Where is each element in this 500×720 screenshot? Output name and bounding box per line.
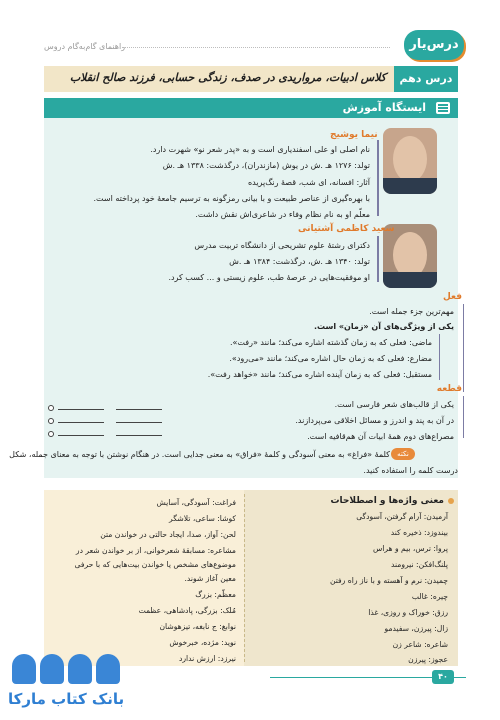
vocab-item: بیندوزد: ذخیره کند (390, 528, 448, 537)
vocab-item: فراغت: آسودگی، آسایش (156, 498, 236, 507)
section-heading: فعل (442, 292, 462, 302)
column-divider (244, 494, 245, 662)
verb-line: یکی از ویژگی‌های آن «زمان» است. (313, 322, 454, 331)
vocabulary-heading: معنی واژه‌ها و اصطلاحات (330, 496, 444, 506)
station-title: ایستگاه آموزش (342, 101, 426, 114)
bio-line: آثار: افسانه، ای شب، قصهٔ رنگ‌پریده (247, 178, 370, 187)
bio-line: معلّم او به نام نظام وفاء در شاعری‌اش نقش داشت. (195, 210, 370, 219)
bio-connector (377, 236, 379, 282)
qeta-connector (463, 396, 465, 438)
vocab-item: پروا: ترس، بیم و هراس (372, 544, 448, 553)
lesson-title: کلاس ادبیات، مرواریدی در صدف، زندگی حسابی، فرزند صالح انقلاب (69, 71, 386, 84)
bio-name: نیما یوشیج (330, 130, 378, 140)
note-line: کلمهٔ «فراغ» به معنی آسودگی و کلمهٔ «فراق» به معنی جدایی است. در هنگام نوشتن با توجه به معنای جمله، شکل (9, 450, 390, 459)
bio-line: با بهره‌گیری از عناصر طبیعت و با بیانی رمزگونه به ترسیم جامعهٔ خود پرداخته است. (93, 194, 370, 203)
face-shape (393, 136, 427, 182)
header-divider (122, 47, 390, 48)
blank-line (116, 435, 162, 436)
verb-sub-line: مضارع: فعلی که به زمان حال اشاره می‌کند؛ مانند «می‌رود». (229, 354, 432, 363)
vocab-item: مشاعره: مسابقهٔ شعرخوانی، از بر خواندن شعر در (75, 546, 236, 555)
note-badge: نکته (391, 448, 415, 460)
note-line: درست کلمه را استفاده کنید. (363, 466, 458, 475)
section-heading: قطعه (436, 384, 462, 394)
verb-sub-connector (439, 334, 441, 380)
blank-line (58, 409, 104, 410)
verb-line: مهم‌ترین جزء جمله است. (369, 307, 454, 316)
verb-sub-line: مستقبل: فعلی که به زمان آینده اشاره می‌کند؛ مانند «خواهد رفت». (207, 370, 432, 379)
shirt-shape (383, 272, 437, 288)
bio-line: دکترای رشتهٔ علوم تشریحی از دانشگاه تربیت مدرس (194, 241, 370, 250)
marka-logo (12, 654, 122, 684)
lesson-header (44, 66, 458, 92)
bio-line: او موفقیت‌هایی در عرصهٔ طب، علوم زیستی و ... کسب کرد. (168, 273, 370, 282)
qeta-line: مصراع‌های دوم همهٔ ابیات آن هم‌قافیه است. (307, 432, 454, 441)
vocab-item: نیرزد: ارزش ندارد (178, 654, 236, 663)
vocab-item: چیره: غالب (411, 592, 448, 601)
bank-name[interactable]: بانک کتاب مارکا (8, 690, 125, 708)
blank-line (116, 422, 162, 423)
vocab-item: مُلک: بزرگی، پادشاهی، عظمت (138, 606, 236, 615)
shirt-shape (383, 178, 437, 194)
lesson-number: درس دهم (394, 66, 458, 92)
blank-marker (48, 431, 54, 437)
bio-line: نام اصلی او علی اسفندیاری است و به «پدر شعر نو» شهرت دارد. (150, 145, 370, 154)
vocab-item: لحن: آواز، صدا، ایجاد حالتی در خواندن متن (100, 530, 236, 539)
page-number: ۴۰ (432, 670, 454, 684)
verb-connector (463, 304, 465, 392)
vocab-item: معین آغاز شوند. (184, 574, 236, 583)
vocab-item: نوید: مژده، خبرخوش (169, 638, 236, 647)
page-header (0, 0, 500, 62)
bullet-icon (448, 498, 454, 504)
blank-line (116, 409, 162, 410)
vocab-item: چمیدن: نرم و آهسته و با ناز راه رفتن (329, 576, 448, 585)
bio-line: تولد: ۱۲۷۶ هـ .ش در یوش (مازندران)، درگذشت: ۱۳۳۸ هـ .ش (162, 161, 370, 170)
brand-logo: درس‌یار (404, 30, 464, 60)
vocab-item: نوابغ: ج نابغه، تیزهوشان (159, 622, 236, 631)
vocab-item: زال: پیرزن، سفیدمو (384, 624, 448, 633)
vocab-item: موضوع‌های مشخص یا خواندن بیت‌هایی که با حرفی (74, 560, 236, 569)
blank-line (58, 435, 104, 436)
guide-text: راهنمای گام‌به‌گام دروس (44, 42, 126, 51)
verb-sub-line: ماضی: فعلی که به زمان گذشته اشاره می‌کند؛ مانند «رفت». (229, 338, 432, 347)
bio-name: سعید کاظمی آشتیانی (298, 224, 395, 234)
vocab-item: کوشا: ساعی، تلاشگر (169, 514, 236, 523)
vocab-item: آرمیدن: آرام گرفتن، آسودگی (356, 512, 448, 521)
vocab-item: عجوز: پیرزن (408, 655, 448, 664)
blank-marker (48, 418, 54, 424)
vocab-item: پلنگ‌افکن: نیرومند (390, 560, 448, 569)
portrait-nima-yushij (383, 128, 437, 194)
list-icon (436, 102, 450, 114)
vocab-item: رزق: خوراک و روزی، غذا (368, 608, 448, 617)
bio-line: تولد: ۱۳۴۰ هـ .ش، درگذشت: ۱۳۸۴ هـ .ش (229, 257, 370, 266)
vocab-item: معظّم: بزرگ (195, 590, 236, 599)
bio-connector (377, 140, 379, 216)
blank-marker (48, 405, 54, 411)
qeta-line: یکی از قالب‌های شعر فارسی است. (334, 400, 454, 409)
station-header (44, 98, 458, 118)
qeta-line: در آن به پند و اندرز و مسائل اخلاقی می‌پردازند. (295, 416, 454, 425)
blank-line (58, 422, 104, 423)
vocab-item: شاعره: شاعر زن (392, 640, 448, 649)
